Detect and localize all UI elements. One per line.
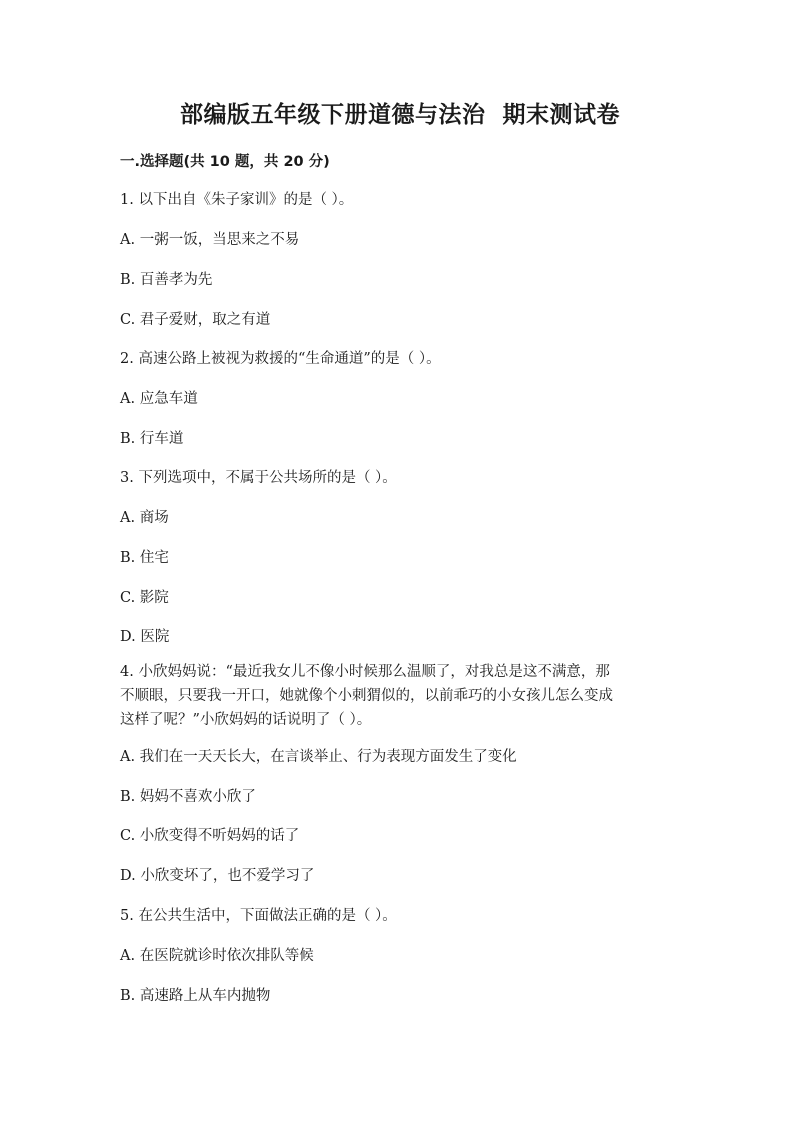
question-1-option-c: C. 君子爱财，取之有道 xyxy=(120,312,271,328)
question-4-option-d: D. 小欣变坏了，也不爱学习了 xyxy=(120,868,315,884)
question-5-stem: 5. 在公共生活中，下面做法正确的是（ ）。 xyxy=(120,908,397,924)
question-3-option-d: D. 医院 xyxy=(120,629,170,645)
question-1-option-b: B. 百善孝为先 xyxy=(120,272,213,288)
question-4-option-a: A. 我们在一天天长大，在言谈举止、行为表现方面发生了变化 xyxy=(120,749,517,765)
question-3-option-a: A. 商场 xyxy=(120,510,169,526)
question-1-option-a: A. 一粥一饭，当思来之不易 xyxy=(120,232,300,248)
question-2-stem: 2. 高速公路上被视为救援的“生命通道”的是（ ）。 xyxy=(120,351,441,367)
question-5-option-b: B. 高速路上从车内抛物 xyxy=(120,988,271,1004)
question-1-stem: 1. 以下出自《朱子家训》的是（ ）。 xyxy=(120,192,354,208)
question-5-option-a: A. 在医院就诊时依次排队等候 xyxy=(120,948,314,964)
question-4-stem-line-2: 不顺眼，只要我一开口，她就像个小刺猬似的，以前乖巧的小女孩儿怎么变成 xyxy=(120,688,613,704)
question-2-option-b: B. 行车道 xyxy=(120,431,184,447)
section-heading: 一.选择题(共 10 题，共 20 分) xyxy=(120,154,330,170)
question-3-option-b: B. 住宅 xyxy=(120,550,169,566)
question-4-stem-line-1: 4. 小欣妈妈说：“最近我女儿不像小时候那么温顺了，对我总是这不满意，那 xyxy=(120,664,610,680)
question-4-stem xyxy=(120,660,680,732)
question-3-option-c: C. 影院 xyxy=(120,590,169,606)
question-4-option-b: B. 妈妈不喜欢小欣了 xyxy=(120,789,256,805)
page-title: 部编版五年级下册道德与法治 期末测试卷 xyxy=(179,102,620,128)
question-4-option-c: C. 小欣变得不听妈妈的话了 xyxy=(120,828,300,844)
question-2-option-a: A. 应急车道 xyxy=(120,391,198,407)
question-3-stem: 3. 下列选项中，不属于公共场所的是（ ）。 xyxy=(120,470,397,486)
question-4-stem-line-3: 这样了呢？”小欣妈妈的话说明了（ ）。 xyxy=(120,712,372,728)
